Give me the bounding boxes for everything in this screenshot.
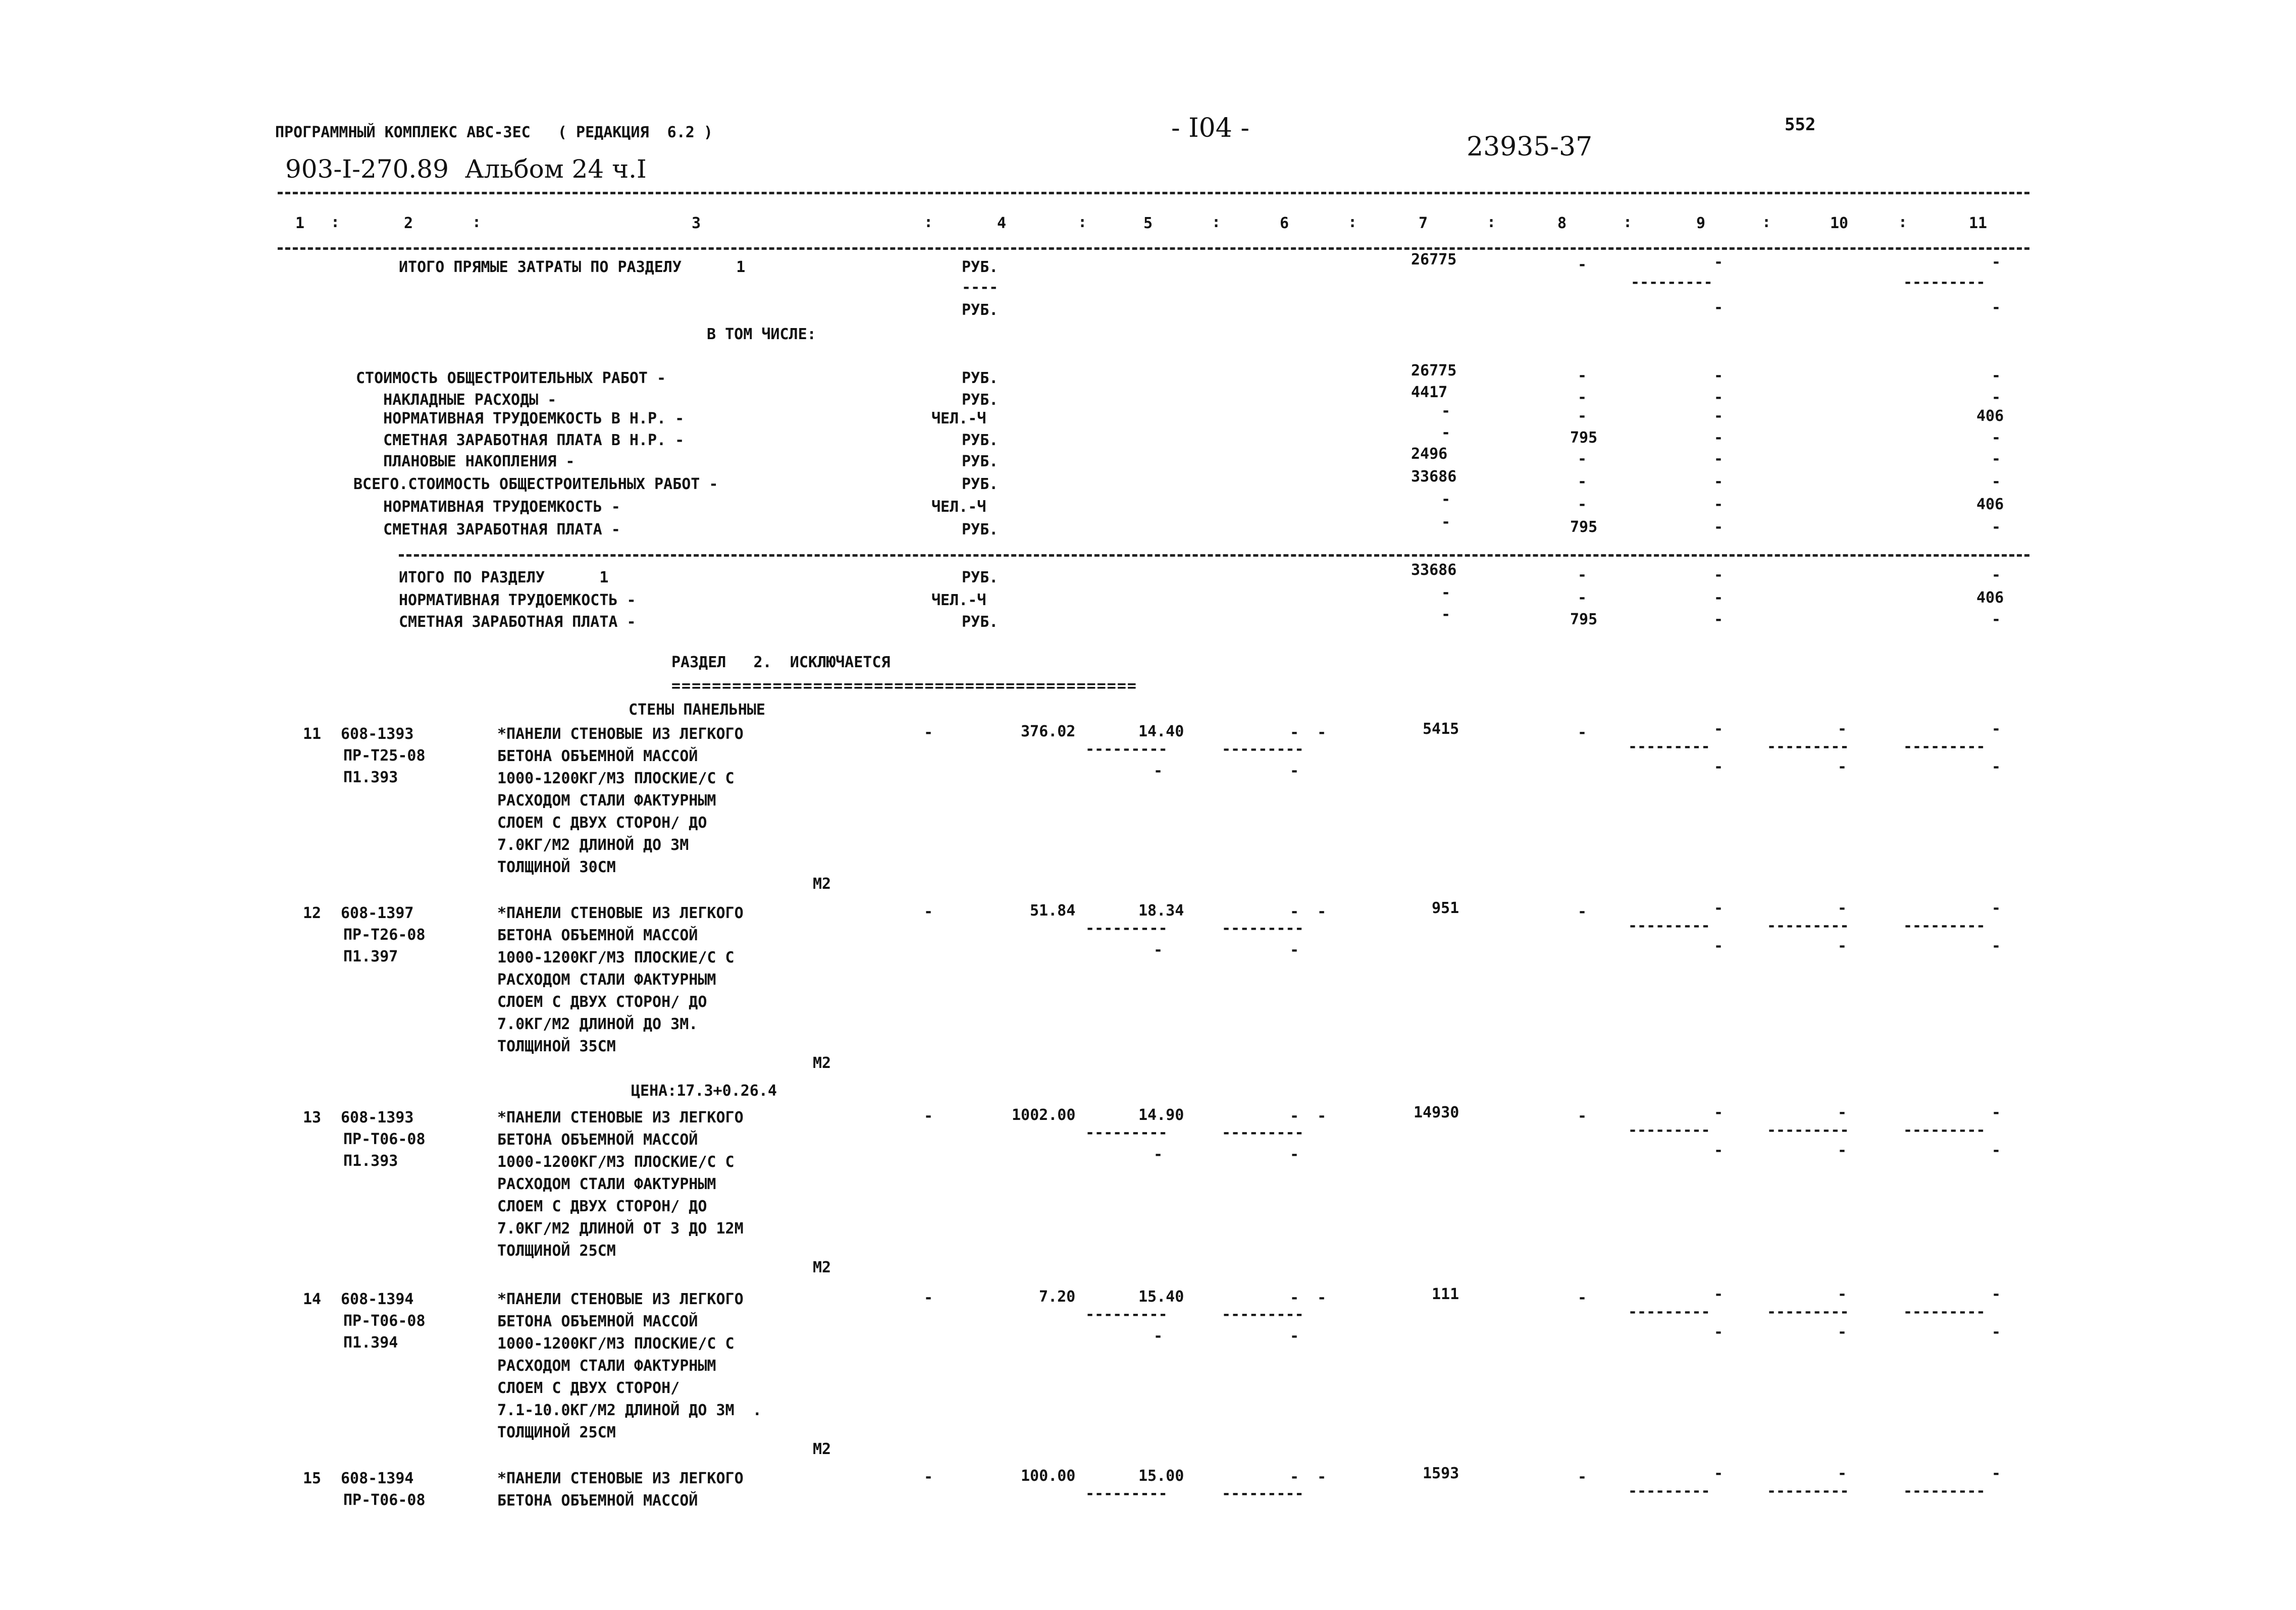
subtotal-c11: - xyxy=(1992,299,2001,316)
item-col11: - xyxy=(1992,720,2001,738)
summary-line-unit: ЧЕЛ.-Ч xyxy=(931,410,986,427)
summary-line-c7: 26775 xyxy=(1411,362,1457,380)
column-separator: : xyxy=(924,213,933,231)
total-c8: - xyxy=(1578,256,1587,274)
summary-line-unit: РУБ. xyxy=(962,432,999,449)
item-number: 11 xyxy=(303,725,322,743)
total-value: 26775 xyxy=(1411,251,1457,269)
summary-line-c11: 406 xyxy=(1976,496,2004,513)
summary-line-c9: - xyxy=(1714,473,1724,491)
item-col9: - xyxy=(1714,899,1724,917)
section-total-c7: - xyxy=(1441,584,1451,602)
item-code-1: 608-1394 xyxy=(341,1470,414,1487)
item-description: *ПАНЕЛИ СТЕНОВЫЕ ИЗ ЛЕГКОГО БЕТОНА ОБЪЕМНОЙ МАССОЙ 1000-1200КГ/М3 ПЛОСКИЕ/С С РАСХОДОМ СТАЛИ ФАКТУРНЫМ СЛОЕМ С ДВУХ СТОРОН/ ДО 7.0КГ/М2 ДЛИНОЙ ДО 3М. ТОЛЩИНОЙ 35СМ xyxy=(497,904,744,1055)
column-header-10: 10 xyxy=(1830,214,1849,232)
item-code-2: ПР-Т26-08 xyxy=(343,926,426,944)
item-code-1: 608-1397 xyxy=(341,904,414,922)
item-rule-col5: --------- xyxy=(1085,1306,1168,1323)
item-rule-col9: --------- xyxy=(1628,1303,1710,1321)
section-total-c9: - xyxy=(1714,566,1724,584)
section-total-c7: 33686 xyxy=(1411,561,1457,579)
section-total-c11: - xyxy=(1992,566,2001,584)
item-code-2: ПР-Т25-08 xyxy=(343,747,426,765)
item-dash: - xyxy=(924,1468,933,1486)
total-c11-rule: --------- xyxy=(1903,274,1986,291)
item-total-cost: 14930 xyxy=(1414,1104,1459,1121)
item-col10: - xyxy=(1838,720,1847,738)
column-header-5: 5 xyxy=(1143,214,1153,232)
item-code-2: ПР-Т06-08 xyxy=(343,1131,426,1148)
column-header-7: 7 xyxy=(1419,214,1428,232)
program-header: ПРОГРАММНЫЙ КОМПЛЕКС АВС-3ЕС ( РЕДАКЦИЯ 6.2 ) xyxy=(275,124,713,141)
item-unit: М2 xyxy=(813,1440,831,1458)
summary-line-label: ВСЕГО.СТОИМОСТЬ ОБЩЕСТРОИТЕЛЬНЫХ РАБОТ - xyxy=(353,475,718,493)
subtotal-c9: - xyxy=(1714,299,1724,316)
item-col10: - xyxy=(1838,1104,1847,1121)
item-sub-col10: - xyxy=(1838,1142,1847,1159)
item-col8: - xyxy=(1578,1107,1587,1125)
summary-line-label: НОРМАТИВНАЯ ТРУДОЕМКОСТЬ - xyxy=(356,498,620,516)
item-rule-col6: --------- xyxy=(1222,740,1304,758)
section-total-c8: - xyxy=(1578,566,1587,584)
summary-line-c8: - xyxy=(1578,367,1587,385)
section-total-unit: ЧЕЛ.-Ч xyxy=(931,592,986,609)
item-sub-col5: - xyxy=(1154,1146,1163,1163)
item-unit-price: 14.90 xyxy=(1138,1106,1184,1124)
header-bottom-rule xyxy=(278,247,2029,250)
item-col8: - xyxy=(1578,903,1587,921)
item-col10: - xyxy=(1838,899,1847,917)
summary-line-unit: РУБ. xyxy=(962,369,999,387)
item-sub-col9: - xyxy=(1714,1142,1724,1159)
item-rule-col11: --------- xyxy=(1903,1303,1986,1321)
item-number: 13 xyxy=(303,1109,322,1126)
item-sub-col10: - xyxy=(1838,937,1847,955)
item-unit-price: 15.00 xyxy=(1138,1467,1184,1485)
column-header-2: 2 xyxy=(404,214,413,232)
summary-line-c9: - xyxy=(1714,450,1724,468)
item-unit-price: 18.34 xyxy=(1138,902,1184,920)
item-code-2: ПР-Т06-08 xyxy=(343,1312,426,1330)
document-code: 23935-37 xyxy=(1467,132,1593,162)
subtotal-unit: РУБ. xyxy=(962,301,999,319)
item-col6: - - xyxy=(1290,903,1327,921)
item-col10: - xyxy=(1838,1465,1847,1482)
section-total-c8: 795 xyxy=(1570,611,1598,628)
item-col8: - xyxy=(1578,724,1587,741)
item-rule-col9: --------- xyxy=(1628,1482,1710,1500)
summary-line-unit: ЧЕЛ.-Ч xyxy=(931,498,986,516)
summary-line-c7: 4417 xyxy=(1411,384,1448,401)
item-sub-col11: - xyxy=(1992,758,2001,776)
item-rule-col6: --------- xyxy=(1222,920,1304,937)
item-number: 15 xyxy=(303,1470,322,1487)
section-total-label: НОРМАТИВНАЯ ТРУДОЕМКОСТЬ - xyxy=(399,592,636,609)
column-separator: : xyxy=(1078,213,1087,231)
section-total-c7: - xyxy=(1441,606,1451,623)
summary-line-label: СМЕТНАЯ ЗАРАБОТНАЯ ПЛАТА - xyxy=(356,521,620,539)
item-col8: - xyxy=(1578,1468,1587,1486)
item-quantity: 51.84 xyxy=(1030,902,1076,920)
item-sub-col5: - xyxy=(1154,762,1163,780)
summary-line-c7: - xyxy=(1441,402,1451,420)
item-rule-col5: --------- xyxy=(1085,920,1168,937)
total-unit: РУБ. xyxy=(962,258,999,276)
item-rule-col11: --------- xyxy=(1903,738,1986,756)
summary-line-c8: 795 xyxy=(1570,429,1598,447)
column-separator: : xyxy=(331,213,340,231)
item-unit-price: 15.40 xyxy=(1138,1288,1184,1306)
column-header-8: 8 xyxy=(1557,214,1567,232)
summary-line-c8: - xyxy=(1578,389,1587,406)
item-number: 12 xyxy=(303,904,322,922)
item-rule-col9: --------- xyxy=(1628,1121,1710,1139)
column-header-9: 9 xyxy=(1696,214,1706,232)
summary-line-c7: - xyxy=(1441,513,1451,531)
item-description: *ПАНЕЛИ СТЕНОВЫЕ ИЗ ЛЕГКОГО БЕТОНА ОБЪЕМНОЙ МАССОЙ xyxy=(497,1470,744,1510)
column-separator: : xyxy=(1487,213,1496,231)
item-col6: - - xyxy=(1290,1107,1327,1125)
section-total-rule xyxy=(399,554,2029,557)
summary-line-c8: - xyxy=(1578,496,1587,513)
item-sub-col9: - xyxy=(1714,1323,1724,1341)
item-unit-price: 14.40 xyxy=(1138,723,1184,740)
section-2-title: РАЗДЕЛ 2. ИСКЛЮЧАЕТСЯ xyxy=(671,654,891,671)
item-quantity: 100.00 xyxy=(1021,1467,1076,1485)
item-sub-col6: - xyxy=(1290,1327,1299,1345)
item-code-3: П1.393 xyxy=(343,1152,398,1170)
item-quantity: 7.20 xyxy=(1039,1288,1076,1306)
summary-line-c7: - xyxy=(1441,491,1451,508)
item-rule-col5: --------- xyxy=(1085,740,1168,758)
summary-line-unit: РУБ. xyxy=(962,521,999,539)
section-total-c9: - xyxy=(1714,589,1724,607)
summary-line-c11: - xyxy=(1992,367,2001,385)
summary-line-unit: РУБ. xyxy=(962,391,999,409)
item-quantity: 1002.00 xyxy=(1012,1106,1076,1124)
item-rule-col9: --------- xyxy=(1628,738,1710,756)
section-total-c9: - xyxy=(1714,611,1724,628)
item-dash: - xyxy=(924,724,933,741)
section-total-c8: - xyxy=(1578,589,1587,607)
summary-line-c8: - xyxy=(1578,407,1587,425)
item-unit: М2 xyxy=(813,875,831,893)
column-header-3: 3 xyxy=(692,214,701,232)
item-unit: М2 xyxy=(813,1259,831,1276)
summary-line-c9: - xyxy=(1714,367,1724,385)
summary-line-c8: - xyxy=(1578,473,1587,491)
item-dash: - xyxy=(924,1107,933,1125)
item-col6: - - xyxy=(1290,1289,1327,1307)
section-total-c11: - xyxy=(1992,611,2001,628)
item-code-3: П1.397 xyxy=(343,948,398,965)
item-col11: - xyxy=(1992,1465,2001,1482)
summary-line-label: ПЛАНОВЫЕ НАКОПЛЕНИЯ - xyxy=(356,453,575,470)
item-sub-col10: - xyxy=(1838,1323,1847,1341)
item-rule-col10: --------- xyxy=(1767,1121,1849,1139)
summary-line-c11: - xyxy=(1992,473,2001,491)
section-total-unit: РУБ. xyxy=(962,569,999,586)
header-top-rule xyxy=(278,192,2029,194)
item-description: *ПАНЕЛИ СТЕНОВЫЕ ИЗ ЛЕГКОГО БЕТОНА ОБЪЕМНОЙ МАССОЙ 1000-1200КГ/М3 ПЛОСКИЕ/С С РАСХОДОМ СТАЛИ ФАКТУРНЫМ СЛОЕМ С ДВУХ СТОРОН/ ДО 7.0КГ/М2 ДЛИНОЙ ДО 3М ТОЛЩИНОЙ 30СМ xyxy=(497,725,744,876)
item-col11: - xyxy=(1992,1104,2001,1121)
item-sub-col5: - xyxy=(1154,941,1163,959)
summary-line-c11: 406 xyxy=(1976,407,2004,425)
summary-line-c9: - xyxy=(1714,389,1724,406)
item-rule-col10: --------- xyxy=(1767,1303,1849,1321)
item-sub-col6: - xyxy=(1290,762,1299,780)
total-c9: - xyxy=(1714,253,1724,271)
column-header-11: 11 xyxy=(1969,214,1988,232)
item-col9: - xyxy=(1714,1104,1724,1121)
column-separator: : xyxy=(1212,213,1221,231)
section-total-label: СМЕТНАЯ ЗАРАБОТНАЯ ПЛАТА - xyxy=(399,613,636,631)
section-total-c11: 406 xyxy=(1976,589,2004,607)
section-total-label: ИТОГО ПО РАЗДЕЛУ 1 xyxy=(399,569,609,586)
column-header-6: 6 xyxy=(1280,214,1289,232)
item-total-cost: 111 xyxy=(1432,1285,1459,1303)
summary-line-label: НАКЛАДНЫЕ РАСХОДЫ - xyxy=(356,391,557,409)
item-col8: - xyxy=(1578,1289,1587,1307)
summary-line-c7: - xyxy=(1441,424,1451,442)
item-quantity: 376.02 xyxy=(1021,723,1076,740)
summary-line-c11: - xyxy=(1992,450,2001,468)
summary-line-unit: РУБ. xyxy=(962,453,999,470)
summary-line-c11: - xyxy=(1992,518,2001,536)
item-unit: М2 xyxy=(813,1054,831,1072)
item-rule-col6: --------- xyxy=(1222,1485,1304,1502)
summary-line-c8: - xyxy=(1578,450,1587,468)
summary-line-label: СТОИМОСТЬ ОБЩЕСТРОИТЕЛЬНЫХ РАБОТ - xyxy=(356,369,666,387)
item-col9: - xyxy=(1714,1285,1724,1303)
item-total-cost: 5415 xyxy=(1423,720,1459,738)
item-sub-col11: - xyxy=(1992,1323,2001,1341)
section-total-unit: РУБ. xyxy=(962,613,999,631)
item-code-1: 608-1393 xyxy=(341,1109,414,1126)
item-col10: - xyxy=(1838,1285,1847,1303)
item-sub-col6: - xyxy=(1290,941,1299,959)
item-rule-col11: --------- xyxy=(1903,917,1986,935)
column-header-4: 4 xyxy=(997,214,1007,232)
item-rule-col11: --------- xyxy=(1903,1121,1986,1139)
sheet-number: 552 xyxy=(1785,115,1816,135)
item-description: *ПАНЕЛИ СТЕНОВЫЕ ИЗ ЛЕГКОГО БЕТОНА ОБЪЕМНОЙ МАССОЙ 1000-1200КГ/М3 ПЛОСКИЕ/С С РАСХОДОМ СТАЛИ ФАКТУРНЫМ СЛОЕМ С ДВУХ СТОРОН/ 7.1-10.0КГ/М2 ДЛИНОЙ ДО 3М . ТОЛЩИНОЙ 25СМ xyxy=(497,1291,762,1441)
item-dash: - xyxy=(924,903,933,921)
item-rule-col5: --------- xyxy=(1085,1124,1168,1142)
item-col9: - xyxy=(1714,720,1724,738)
summary-line-c9: - xyxy=(1714,429,1724,447)
item-rule-col6: --------- xyxy=(1222,1306,1304,1323)
section-2-underline: ============================================== xyxy=(671,677,1137,695)
total-c11: - xyxy=(1992,253,2001,271)
column-separator: : xyxy=(1623,213,1633,231)
item-rule-col6: --------- xyxy=(1222,1124,1304,1142)
item-dash: - xyxy=(924,1289,933,1307)
item-sub-col11: - xyxy=(1992,1142,2001,1159)
item-col9: - xyxy=(1714,1465,1724,1482)
item-rule-col5: --------- xyxy=(1085,1485,1168,1502)
column-separator: : xyxy=(1762,213,1771,231)
summary-line-c7: 33686 xyxy=(1411,468,1457,486)
album-reference: 903-I-270.89 Альбом 24 ч.I xyxy=(285,154,647,184)
item-code-1: 608-1394 xyxy=(341,1291,414,1308)
item-total-cost: 1593 xyxy=(1423,1465,1459,1482)
item-description: *ПАНЕЛИ СТЕНОВЫЕ ИЗ ЛЕГКОГО БЕТОНА ОБЪЕМНОЙ МАССОЙ 1000-1200КГ/М3 ПЛОСКИЕ/С С РАСХОДОМ СТАЛИ ФАКТУРНЫМ СЛОЕМ С ДВУХ СТОРОН/ ДО 7.0КГ/М2 ДЛИНОЙ ОТ 3 ДО 12М ТОЛЩИНОЙ 25СМ xyxy=(497,1109,744,1260)
item-col6: - - xyxy=(1290,724,1327,741)
summary-line-c8: 795 xyxy=(1570,518,1598,536)
summary-line-c9: - xyxy=(1714,407,1724,425)
item-sub-col11: - xyxy=(1992,937,2001,955)
summary-line-label: НОРМАТИВНАЯ ТРУДОЕМКОСТЬ В Н.Р. - xyxy=(356,410,685,427)
summary-line-c7: 2496 xyxy=(1411,445,1448,463)
column-header-1: 1 xyxy=(295,214,305,232)
item-col11: - xyxy=(1992,1285,2001,1303)
item-sub-col5: - xyxy=(1154,1327,1163,1345)
item-rule-col10: --------- xyxy=(1767,917,1849,935)
total-c9-rule: --------- xyxy=(1631,274,1713,291)
item-sub-col10: - xyxy=(1838,758,1847,776)
subtotal-dash: ---- xyxy=(962,279,999,296)
item-price-formula: ЦЕНА:17.3+0.26.4 xyxy=(631,1082,777,1100)
column-separator: : xyxy=(1898,213,1908,231)
item-code-3: П1.394 xyxy=(343,1334,398,1352)
item-col6: - - xyxy=(1290,1468,1327,1486)
item-rule-col10: --------- xyxy=(1767,1482,1849,1500)
item-sub-col6: - xyxy=(1290,1146,1299,1163)
page-number: - I04 - xyxy=(1171,113,1249,143)
item-code-1: 608-1393 xyxy=(341,725,414,743)
item-rule-col11: --------- xyxy=(1903,1482,1986,1500)
summary-line-c11: - xyxy=(1992,429,2001,447)
section-2-subtitle: СТЕНЫ ПАНЕЛЬНЫЕ xyxy=(629,701,765,719)
column-separator: : xyxy=(472,213,482,231)
in-that-label: В ТОМ ЧИСЛЕ: xyxy=(707,326,816,343)
item-sub-col9: - xyxy=(1714,937,1724,955)
item-code-3: П1.393 xyxy=(343,769,398,786)
summary-line-c9: - xyxy=(1714,518,1724,536)
item-code-2: ПР-Т06-08 xyxy=(343,1491,426,1509)
item-rule-col10: --------- xyxy=(1767,738,1849,756)
summary-line-c11: - xyxy=(1992,389,2001,406)
item-col11: - xyxy=(1992,899,2001,917)
item-sub-col9: - xyxy=(1714,758,1724,776)
item-total-cost: 951 xyxy=(1432,899,1459,917)
summary-line-label: СМЕТНАЯ ЗАРАБОТНАЯ ПЛАТА В Н.Р. - xyxy=(356,432,685,449)
item-number: 14 xyxy=(303,1291,322,1308)
total-direct-costs-label: ИТОГО ПРЯМЫЕ ЗАТРАТЫ ПО РАЗДЕЛУ 1 xyxy=(399,258,746,276)
item-rule-col9: --------- xyxy=(1628,917,1710,935)
summary-line-unit: РУБ. xyxy=(962,475,999,493)
summary-line-c9: - xyxy=(1714,496,1724,513)
column-separator: : xyxy=(1348,213,1358,231)
